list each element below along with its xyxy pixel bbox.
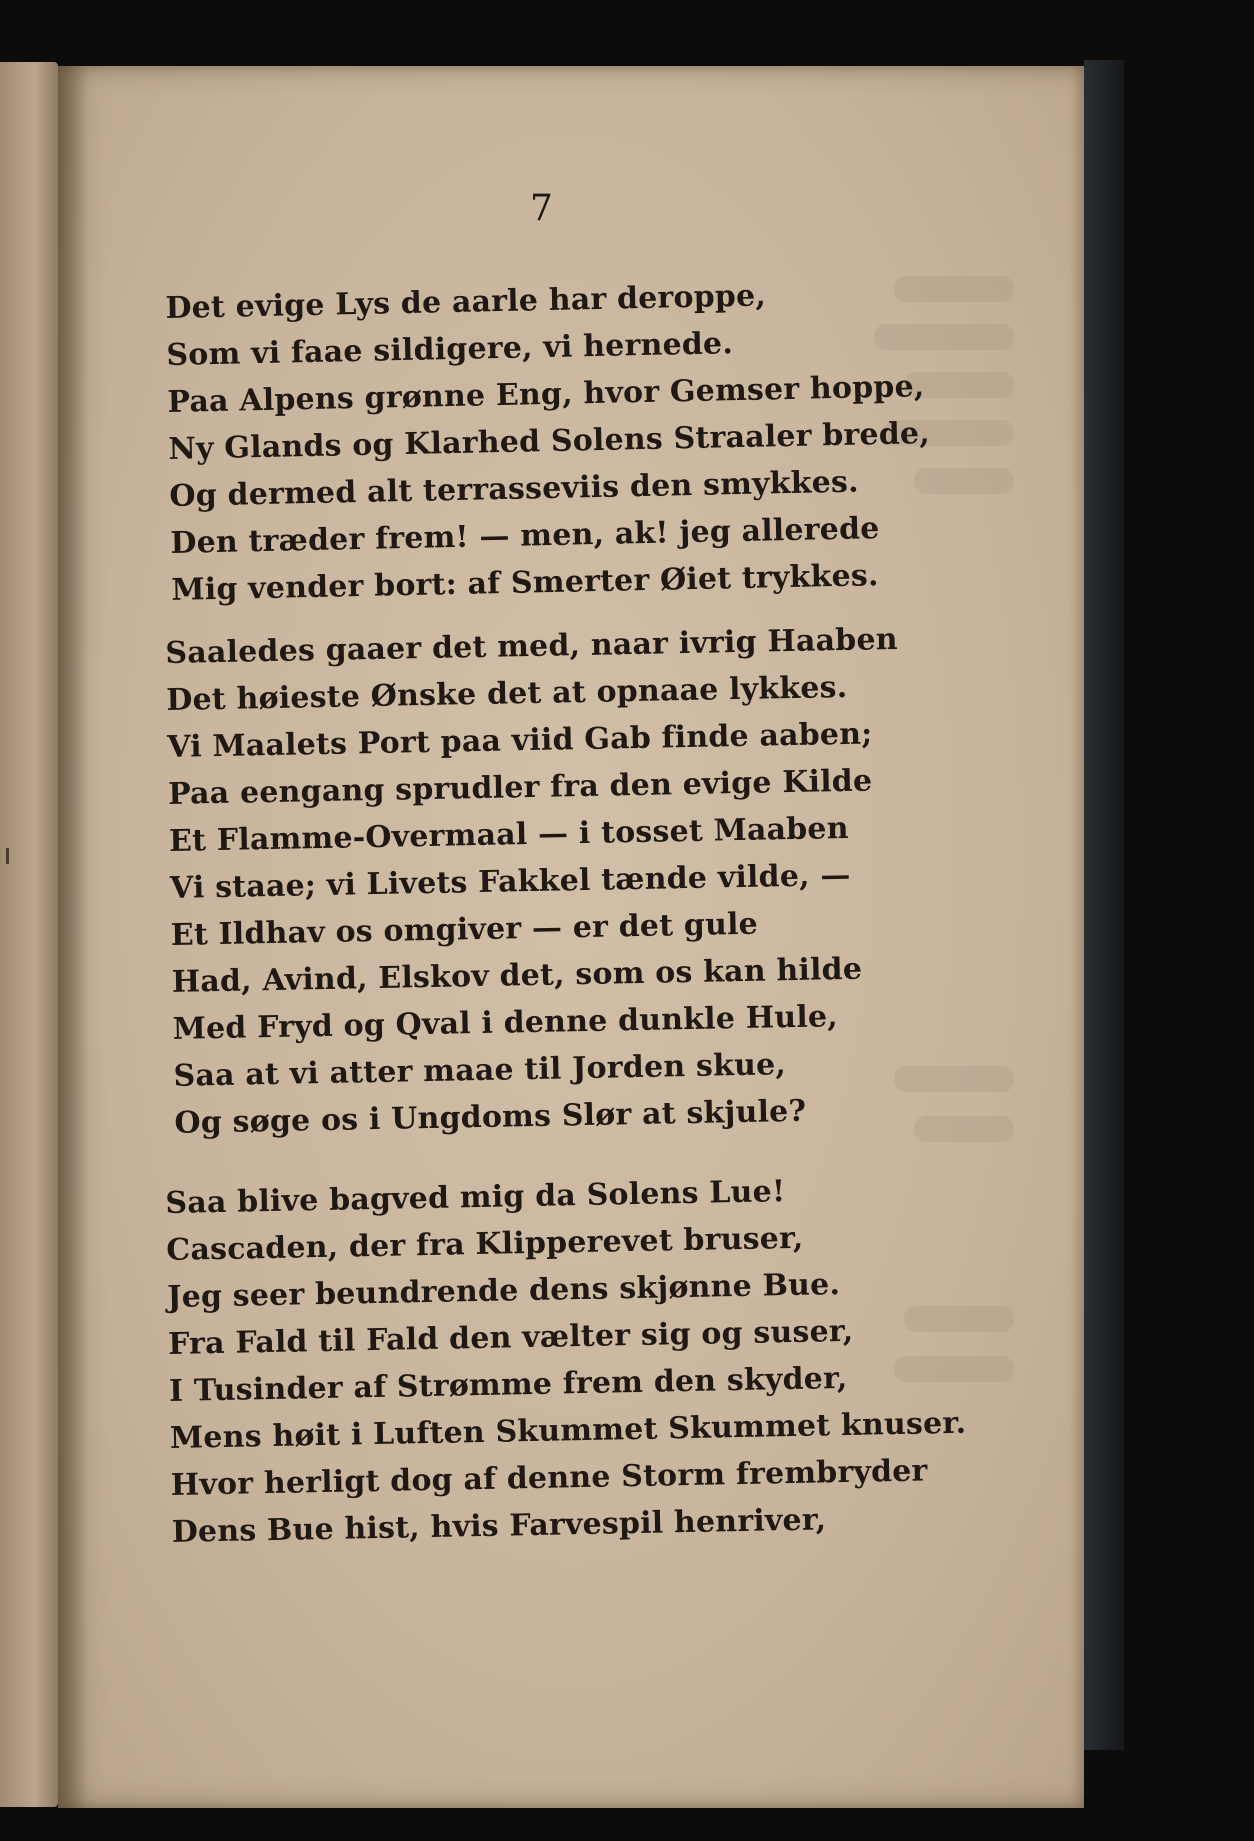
verse-line: Et Flamme-Overmaal — i tosset Maaben <box>168 810 850 859</box>
gutter-shadow <box>58 66 88 1808</box>
stanza-2 <box>165 616 907 1147</box>
verse-line: Fra Fald til Fald den vælter sig og suser, <box>167 1313 854 1362</box>
facing-page-edge <box>0 62 58 1807</box>
verse-line: I Tusinder af Strømme frem den skyder, <box>168 1360 848 1409</box>
verse-line: Paa Alpens grønne Eng, hvor Gemser hoppe, <box>167 369 925 420</box>
verse-line: Saa at vi atter maae til Jorden skue, <box>173 1047 787 1094</box>
verse-line: Dens Bue hist, hvis Farvespil henriver, <box>171 1502 827 1550</box>
verse-line: Cascaden, der fra Klipperevet bruser, <box>166 1220 804 1268</box>
verse-line: Det evige Lys de aarle har deroppe, <box>165 278 767 326</box>
verse-line: Og dermed alt terrasseviis den smykkes. <box>169 464 860 514</box>
verse-line: Hvor herligt dog af denne Storm frembryder <box>170 1453 928 1503</box>
verse-line: Vi Maalets Port paa viid Gab finde aaben; <box>166 716 873 765</box>
verse-line: Med Fryd og Qval i denne dunkle Hule, <box>172 999 839 1047</box>
page-number: 7 <box>530 188 553 229</box>
verse-line: Og søge os i Ungdoms Slør at skjule? <box>174 1093 807 1141</box>
stanza-1 <box>165 269 933 614</box>
verse-line: Jeg seer beundrende dens skjønne Bue. <box>166 1267 841 1315</box>
verse-line: Det høieste Ønske det at opnaae lykkes. <box>166 669 848 718</box>
verse-line: Vi staae; vi Livets Fakkel tænde vilde, — <box>169 857 851 906</box>
verse-line: Paa eengang sprudler fra den evige Kilde <box>167 763 873 812</box>
verse-line: Som vi faae sildigere, vi hernede. <box>166 326 734 373</box>
verse-line: Saa blive bagved mig da Solens Lue! <box>165 1174 786 1221</box>
verse-line: Mens høit i Luften Skummet Skummet knuser. <box>169 1405 967 1456</box>
verse-line: Den træder frem! — men, ak! jeg allerede <box>170 511 880 561</box>
book-cover-edge <box>1084 60 1124 1750</box>
verse-line: Ny Glands og Klarhed Solens Straaler brede, <box>168 416 931 467</box>
margin-mark <box>6 848 9 864</box>
verse-line: Had, Avind, Elskov det, som os kan hilde <box>171 951 863 1000</box>
stanza-3 <box>165 1165 968 1556</box>
verse-line: Mig vender bort: af Smerter Øiet trykkes. <box>171 558 879 608</box>
verse-line: Et Ildhav os omgiver — er det gule <box>170 906 759 953</box>
verse-line: Saaledes gaaer det med, naar ivrig Haaben <box>165 621 899 671</box>
